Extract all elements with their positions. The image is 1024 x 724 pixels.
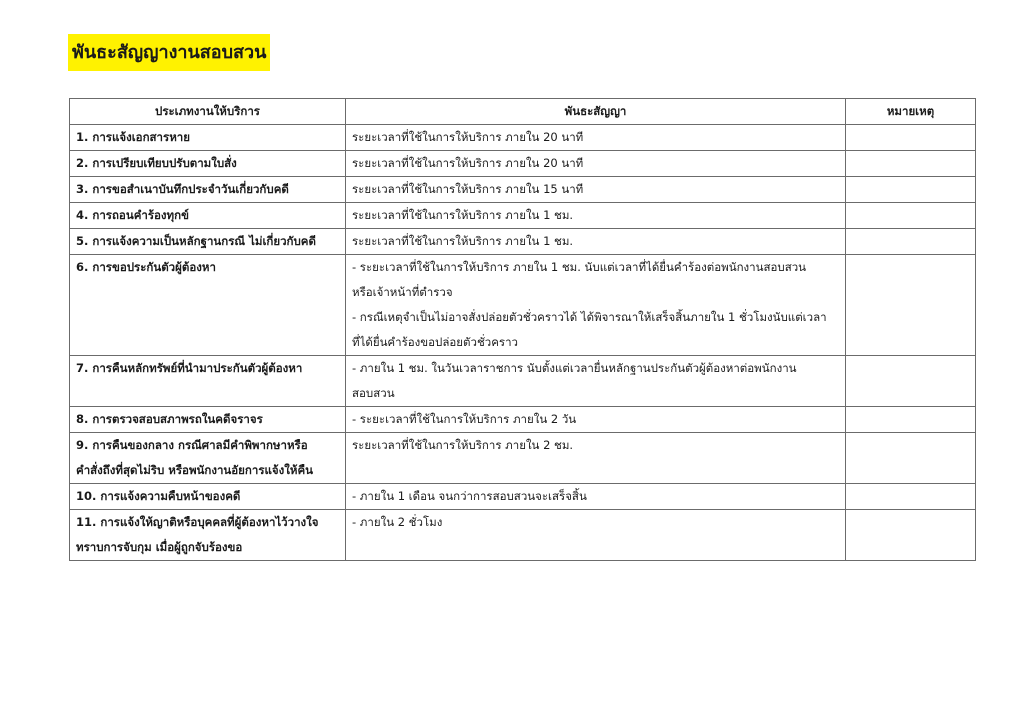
service-type-cell	[70, 229, 346, 255]
remark-cell	[846, 484, 976, 510]
table-row	[70, 177, 976, 203]
service-type-cell	[70, 433, 346, 484]
remark-text	[852, 177, 969, 202]
service-type-text: 10. การแจ้งความคืบหน้าของคดี	[76, 489, 241, 503]
service-type-text: 8. การตรวจสอบสภาพรถในคดีจราจร	[76, 412, 263, 426]
pledge-text: ที่ได้ยื่นคำร้องขอปล่อยตัวชั่วคราว	[352, 335, 519, 349]
service-type-text: 4. การถอนคำร้องทุกข์	[76, 208, 189, 222]
table-row	[70, 229, 976, 255]
service-type-cell	[70, 125, 346, 151]
remark-text	[852, 356, 969, 381]
pledge-text: - ภายใน 1 เดือน จนกว่าการสอบสวนจะเสร็จสิ้น	[352, 489, 587, 503]
table-row	[70, 125, 976, 151]
pledge-cell	[346, 151, 846, 177]
remark-cell	[846, 203, 976, 229]
table-row	[70, 151, 976, 177]
service-type-cell	[70, 484, 346, 510]
table-row	[70, 407, 976, 433]
pledge-text: - ภายใน 2 ชั่วโมง	[352, 515, 443, 529]
service-type-cell	[70, 407, 346, 433]
remark-cell	[846, 125, 976, 151]
remark-cell	[846, 255, 976, 356]
table-header	[70, 99, 976, 125]
service-type-text: 1. การแจ้งเอกสารหาย	[76, 130, 190, 144]
service-pledge-table	[69, 98, 976, 561]
table-row	[70, 510, 976, 561]
service-type-text: 7. การคืนหลักทรัพย์ที่นำมาประกันตัวผู้ต้องหา	[76, 361, 303, 375]
pledge-text: - ภายใน 1 ชม. ในวันเวลาราชการ นับตั้งแต่เวลายื่นหลักฐานประกันตัวผู้ต้องหาต่อพนักงาน	[352, 361, 797, 375]
pledge-text: ระยะเวลาที่ใช้ในการให้บริการ ภายใน 2 ชม.	[352, 438, 574, 452]
remark-cell	[846, 356, 976, 407]
service-type-text: 2. การเปรียบเทียบปรับตามใบสั่ง	[76, 156, 237, 170]
service-type-cell	[70, 203, 346, 229]
pledge-cell	[346, 433, 846, 484]
pledge-cell	[346, 177, 846, 203]
remark-text	[852, 407, 969, 432]
remark-text	[852, 510, 969, 535]
pledge-text: สอบสวน	[352, 386, 395, 400]
remark-cell	[846, 229, 976, 255]
remark-cell	[846, 151, 976, 177]
pledge-text: ระยะเวลาที่ใช้ในการให้บริการ ภายใน 1 ชม.	[352, 234, 574, 248]
remark-cell	[846, 407, 976, 433]
pledge-cell	[346, 484, 846, 510]
service-type-text: 9. การคืนของกลาง กรณีศาลมีคำพิพากษาหรือ	[76, 438, 308, 452]
service-type-text: ทราบการจับกุม เมื่อผู้ถูกจับร้องขอ	[76, 540, 243, 554]
pledge-cell	[346, 356, 846, 407]
service-type-cell	[70, 177, 346, 203]
pledge-cell	[346, 125, 846, 151]
pledge-cell	[346, 229, 846, 255]
column-header-pledge: พันธะสัญญา	[346, 99, 846, 125]
service-type-cell	[70, 151, 346, 177]
pledge-text: หรือเจ้าหน้าที่ตำรวจ	[352, 285, 453, 299]
column-header-service-type: ประเภทงานให้บริการ	[70, 99, 346, 125]
pledge-text: - ระยะเวลาที่ใช้ในการให้บริการ ภายใน 2 วัน	[352, 412, 577, 426]
table-row	[70, 484, 976, 510]
table-body	[70, 125, 976, 561]
remark-text	[852, 255, 969, 280]
pledge-cell	[346, 407, 846, 433]
header-row	[70, 99, 976, 125]
column-header-remark: หมายเหตุ	[846, 99, 976, 125]
remark-cell	[846, 433, 976, 484]
service-type-cell	[70, 255, 346, 356]
remark-text	[852, 229, 969, 254]
pledge-cell	[346, 203, 846, 229]
service-type-text: คำสั่งถึงที่สุดไม่ริบ หรือพนักงานอัยการแจ้งให้คืน	[76, 463, 314, 477]
pledge-text: - ระยะเวลาที่ใช้ในการให้บริการ ภายใน 1 ชม. นับแต่เวลาที่ได้ยื่นคำร้องต่อพนักงานสอบสวน	[352, 260, 807, 274]
pledge-cell	[346, 255, 846, 356]
table-row	[70, 356, 976, 407]
remark-text	[852, 151, 969, 176]
pledge-text: ระยะเวลาที่ใช้ในการให้บริการ ภายใน 20 นาที	[352, 130, 584, 144]
service-type-cell	[70, 356, 346, 407]
pledge-text: - กรณีเหตุจำเป็นไม่อาจสั่งปล่อยตัวชั่วคราวได้ ได้พิจารณาให้เสร็จสิ้นภายใน 1 ชั่วโมงนับแต่เวลา	[352, 310, 827, 324]
page-title: พันธะสัญญางานสอบสวน	[68, 34, 270, 71]
service-type-cell	[70, 510, 346, 561]
service-type-text: 5. การแจ้งความเป็นหลักฐานกรณี ไม่เกี่ยวกับคดี	[76, 234, 316, 248]
service-type-text: 3. การขอสำเนาบันทึกประจำวันเกี่ยวกับคดี	[76, 182, 289, 196]
service-type-text: 6. การขอประกันตัวผู้ต้องหา	[76, 260, 216, 274]
pledge-text: ระยะเวลาที่ใช้ในการให้บริการ ภายใน 20 นาที	[352, 156, 584, 170]
remark-text	[852, 433, 969, 458]
remark-cell	[846, 177, 976, 203]
remark-text	[852, 484, 969, 509]
service-type-text: 11. การแจ้งให้ญาติหรือบุคคลที่ผู้ต้องหาไว้วางใจ	[76, 515, 319, 529]
table-row	[70, 203, 976, 229]
table-row	[70, 255, 976, 356]
remark-cell	[846, 510, 976, 561]
pledge-cell	[346, 510, 846, 561]
pledge-text: ระยะเวลาที่ใช้ในการให้บริการ ภายใน 15 นาที	[352, 182, 584, 196]
pledge-text: ระยะเวลาที่ใช้ในการให้บริการ ภายใน 1 ชม.	[352, 208, 574, 222]
remark-text	[852, 125, 969, 150]
remark-text	[852, 203, 969, 228]
table-row	[70, 433, 976, 484]
